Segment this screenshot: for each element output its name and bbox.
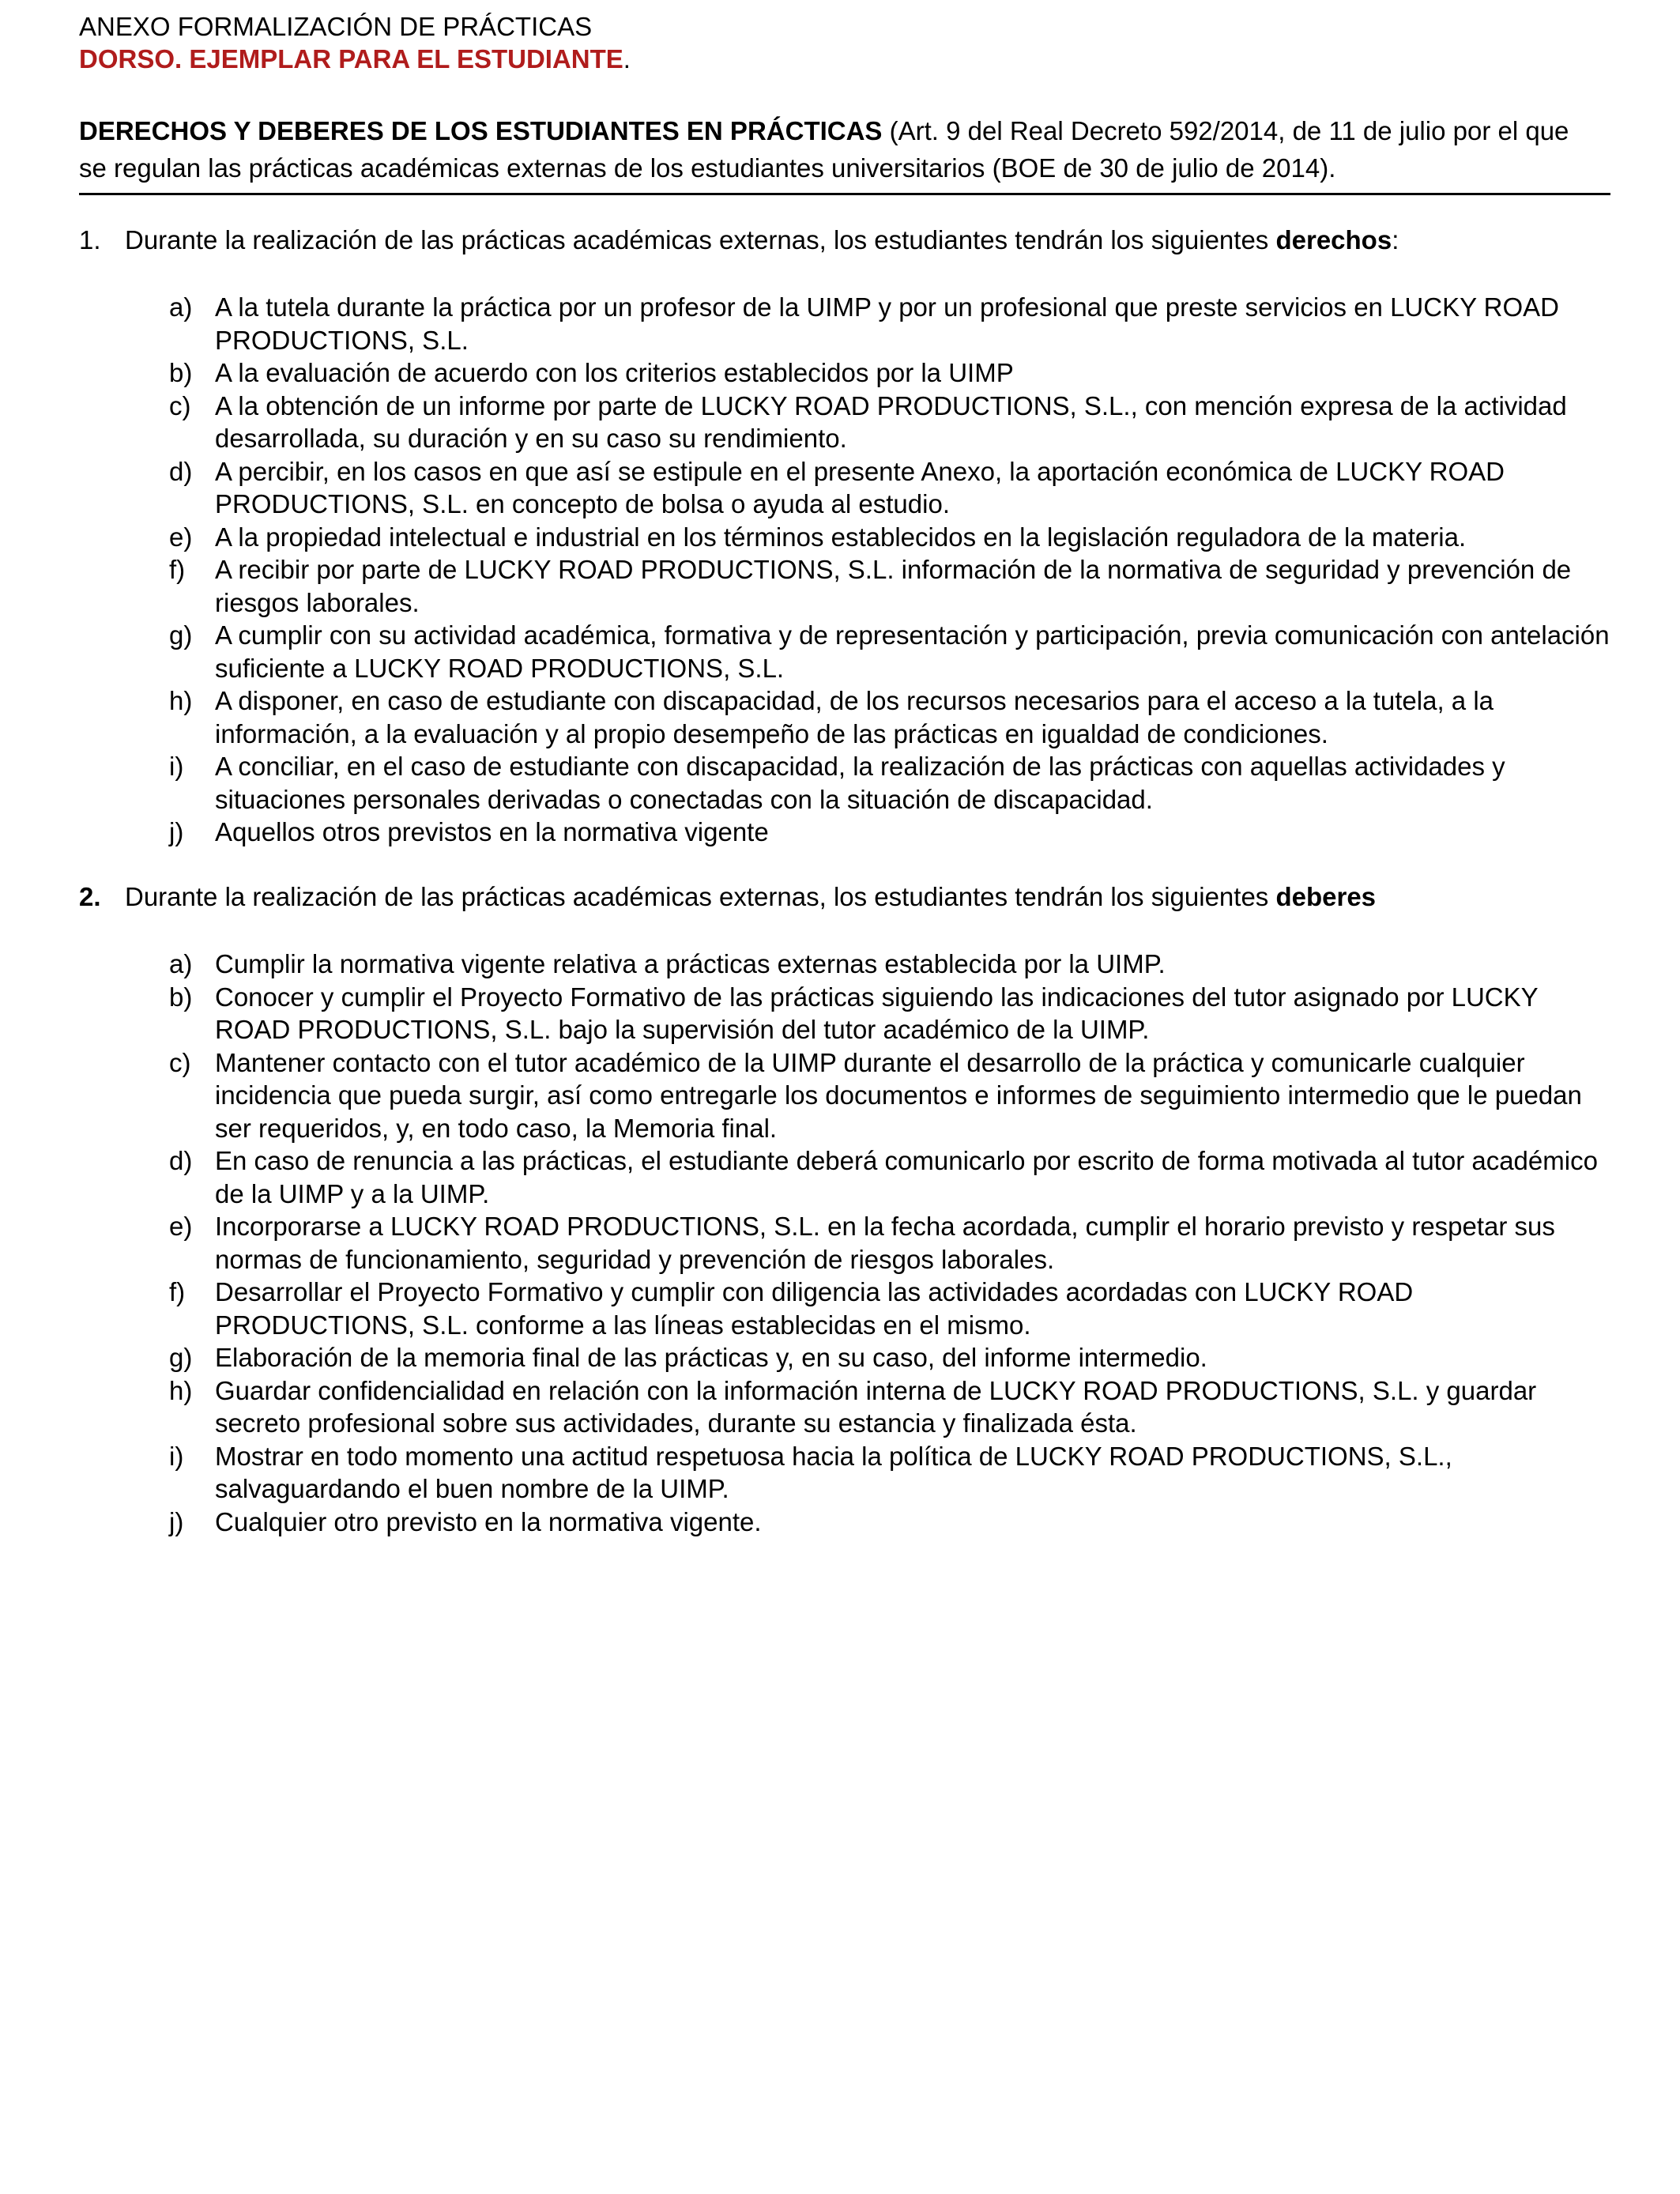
item-letter: h)	[169, 686, 193, 715]
section-number: 2.	[79, 882, 101, 911]
item-text: Guardar confidencialidad en relación con la información interna de LUCKY ROAD PRODUCTIONS, S.L. y guardar secreto profesional sobre sus actividades, durante su estancia y finalizada ésta.	[215, 1375, 1537, 1438]
item-text: Cumplir la normativa vigente relativa a prácticas externas establecida por la UIMP.	[215, 949, 1166, 978]
item-text: A la propiedad intelectual e industrial en los términos establecidos en la legislación reguladora de la materia.	[215, 522, 1467, 552]
list-item	[169, 1341, 1615, 1374]
document-subtitle	[79, 43, 631, 76]
item-text: Conocer y cumplir el Proyecto Formativo de las prácticas siguiendo las indicaciones del tutor asignado por LUCKY ROAD PRODUCTIONS, S.L. bajo la supervisión del tutor académico de la UIMP.	[215, 982, 1539, 1044]
item-letter: b)	[169, 982, 193, 1012]
item-text: Aquellos otros previstos en la normativa vigente	[215, 817, 769, 846]
list-item	[169, 553, 1615, 619]
section-number: 1.	[79, 225, 101, 254]
item-text: Cualquier otro previsto en la normativa vigente.	[215, 1506, 762, 1536]
item-text: Elaboración de la memoria final de las prácticas y, en su caso, del informe intermedio.	[215, 1343, 1207, 1372]
list-item	[169, 1506, 1615, 1539]
section-rights-heading	[79, 224, 1604, 257]
list-item	[169, 1144, 1615, 1210]
item-text: Mantener contacto con el tutor académico de la UIMP durante el desarrollo de la práctica y comunicarle cualquier incidencia que pueda surgir, así como entregarle los documentos e informes de seguimiento intermedio que le puedan ser requeridos, y, en todo caso, la Memoria final.	[215, 1047, 1582, 1143]
list-item	[169, 521, 1615, 554]
item-text: A conciliar, en el caso de estudiante con discapacidad, la realización de las prácticas con aquellas actividades y situaciones personales derivadas o conectadas con la situación de discapacidad.	[215, 752, 1505, 814]
item-text: Incorporarse a LUCKY ROAD PRODUCTIONS, S.L. en la fecha acordada, cumplir el horario previsto y respetar sus normas de funcionamiento, seguridad y prevención de riesgos laborales.	[215, 1212, 1555, 1274]
item-letter: b)	[169, 358, 193, 387]
item-text: A disponer, en caso de estudiante con discapacidad, de los recursos necesarios para el acceso a la tutela, a la información, a la evaluación y al propio desempeño de las prácticas en igualdad de condiciones.	[215, 686, 1494, 748]
section-trail: :	[1392, 225, 1399, 254]
list-item	[169, 981, 1615, 1046]
list-item	[169, 684, 1615, 750]
rights-list	[169, 291, 1615, 849]
item-letter: i)	[169, 1441, 184, 1471]
item-letter: g)	[169, 620, 193, 650]
item-letter: a)	[169, 292, 193, 322]
list-item	[169, 1276, 1615, 1341]
item-letter: e)	[169, 1212, 193, 1241]
item-letter: f)	[169, 1277, 186, 1306]
item-text: A cumplir con su actividad académica, formativa y de representación y participación, previa comunicación con antelación suficiente a LUCKY ROAD PRODUCTIONS, S.L.	[215, 620, 1610, 683]
duties-list	[169, 948, 1615, 1538]
list-item	[169, 816, 1615, 849]
list-item	[169, 1440, 1615, 1506]
item-text: Desarrollar el Proyecto Formativo y cumplir con diligencia las actividades acordadas con LUCKY ROAD PRODUCTIONS, S.L. conforme a las líneas establecidas en el mismo.	[215, 1277, 1414, 1340]
document-title: ANEXO FORMALIZACIÓN DE PRÁCTICAS	[79, 12, 593, 41]
item-letter: j)	[169, 1506, 184, 1536]
item-letter: f)	[169, 555, 186, 584]
item-text: A la tutela durante la práctica por un profesor de la UIMP y por un profesional que preste servicios en LUCKY ROAD PRODUCTIONS, S.L.	[215, 292, 1560, 355]
subtitle-period: .	[623, 44, 631, 74]
item-letter: h)	[169, 1375, 193, 1405]
list-item	[169, 1046, 1615, 1145]
list-item	[169, 1210, 1615, 1276]
list-item	[169, 291, 1615, 356]
item-letter: g)	[169, 1343, 193, 1372]
section-duties-heading	[79, 880, 1604, 914]
list-item	[169, 750, 1615, 816]
item-text: A la evaluación de acuerdo con los criterios establecidos por la UIMP	[215, 358, 1014, 387]
item-letter: d)	[169, 456, 193, 486]
item-text: A percibir, en los casos en que así se estipule en el presente Anexo, la aportación económica de LUCKY ROAD PRODUCTIONS, S.L. en concepto de bolsa o ayuda al estudio.	[215, 456, 1505, 518]
list-item	[169, 1374, 1615, 1440]
list-item	[169, 356, 1615, 390]
rights-duties-heading	[79, 112, 1596, 187]
item-text: A recibir por parte de LUCKY ROAD PRODUCTIONS, S.L. información de la normativa de seguridad y prevención de riesgos laborales.	[215, 555, 1572, 617]
section-keyword: deberes	[1275, 882, 1377, 911]
heading-bold: DERECHOS Y DEBERES DE LOS ESTUDIANTES EN PRÁCTICAS	[79, 116, 883, 145]
item-letter: j)	[169, 817, 184, 846]
item-letter: d)	[169, 1146, 193, 1175]
item-text: A la obtención de un informe por parte de LUCKY ROAD PRODUCTIONS, S.L., con mención expresa de la actividad desarrollada, su duración y en su caso su rendimiento.	[215, 390, 1567, 453]
list-item	[169, 619, 1615, 684]
item-letter: c)	[169, 1047, 191, 1077]
subtitle-text: DORSO. EJEMPLAR PARA EL ESTUDIANTE	[79, 44, 623, 74]
heading-reference: (Art. 9 del Real Decreto 592/2014, de 11 de julio por el que se regulan las prácticas académicas externas de los estudiantes universitarios (BOE de 30 de julio de 2014).	[79, 116, 1569, 183]
section-lead: Durante la realización de las prácticas académicas externas, los estudiantes tendrán los siguientes	[125, 225, 1276, 254]
section-lead: Durante la realización de las prácticas académicas externas, los estudiantes tendrán los siguientes	[125, 882, 1276, 911]
list-item	[169, 948, 1615, 981]
item-letter: i)	[169, 752, 184, 781]
item-text: Mostrar en todo momento una actitud respetuosa hacia la política de LUCKY ROAD PRODUCTIONS, S.L., salvaguardando el buen nombre de la UIMP.	[215, 1441, 1452, 1503]
item-letter: a)	[169, 949, 193, 978]
list-item	[169, 390, 1615, 455]
section-keyword: derechos	[1275, 225, 1392, 254]
item-letter: e)	[169, 522, 193, 552]
heading-divider	[79, 193, 1610, 195]
item-text: En caso de renuncia a las prácticas, el estudiante deberá comunicarlo por escrito de forma motivada al tutor académico de la UIMP y a la UIMP.	[215, 1146, 1598, 1208]
list-item	[169, 455, 1615, 521]
item-letter: c)	[169, 390, 191, 420]
